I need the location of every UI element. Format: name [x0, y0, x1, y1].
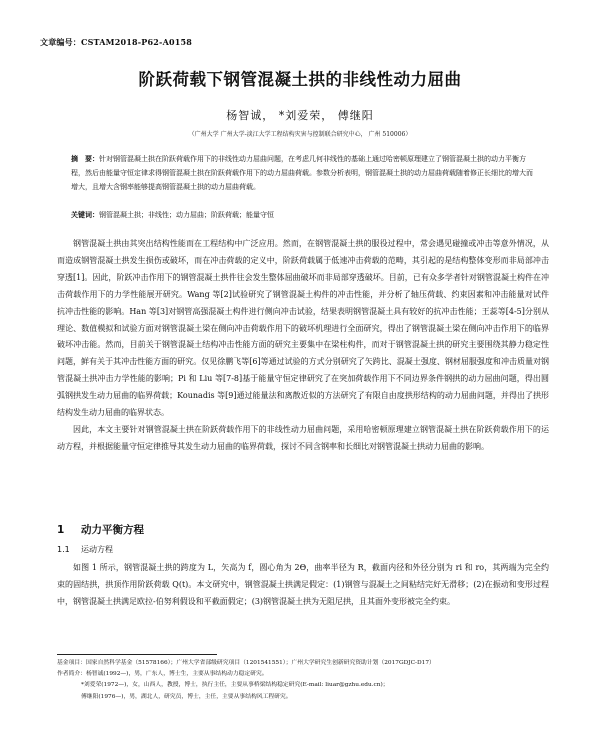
- affiliation: （广州大学 广州大学-淡江大学工程结构灾害与控制联合研究中心， 广州 510006）: [188, 131, 412, 138]
- intro-paragraph-1: 钢管混凝土拱由其突出结构性能而在工程结构中广泛应用。然而，在钢管混凝土拱的服役过程中，常会遇见碰撞或冲击等意外情况，从而造成钢管混凝土拱发生损伤或破坏，而在冲击荷载的定义中，阶跃荷载属于低速冲击荷载的范畴，其引起的是结构整体变形而非局部冲击穿透[1]。因此，阶跃冲击作用下的钢管混凝土拱件往会发生整体屈曲破坏而非局部穿透破坏。目前，已有众多学者针对钢管混凝土构件在冲击荷载作用下的力学性能展开研究。Wang 等[2]试验研究了钢管混凝土构件的冲击性能，并分析了轴压荷载、约束因素和冲击能量对试件抗冲击性能的影响。Han 等[3]对钢管高强混凝土构件进行侧向冲击试验，结果表明钢管混凝土具有较好的抗冲击性能；王蕊等[4-5]分别从理论、数值模拟和试验方面对钢管混凝土梁在侧向冲击荷载作用下的破坏机理进行全面研究，得出了钢管混凝土梁在侧向冲击作用下的临界破坏冲击能。然而，目前关于钢管混凝土结构冲击性能方面的研究主要集中在梁柱构件，而对于钢管混凝土拱的研究主要围绕其静力稳定性问题，鲜有关于其冲击性能方面的研究。仅见徐鹏飞等[6]等通过试验的方式分别研究了矢跨比、混凝土强度、钢材屈服强度和冲击质量对钢管混凝土拱冲击力学性能的影响；Pi 和 Liu 等[7-8]基于能量守恒定律研究了在突加荷载作用下不同边界条件钢拱的动力屈曲问题，得出圆弧钢拱发生动力屈曲的临界荷载；Kounadis 等[9]通过能量法和离散近似的方法研究了有限自由度拱形结构的动力屈曲问题，并得出了拱形结构发生动力屈曲的临界状态。: [57, 239, 549, 418]
- subsection-heading: [57, 544, 113, 555]
- footnote-divider: [57, 654, 217, 655]
- introduction: [57, 236, 549, 456]
- subsection-title: 运动方程: [81, 545, 113, 554]
- authors: 杨智诚， *刘爱荣， 傅继阳: [226, 109, 374, 122]
- footnotes: [57, 658, 549, 703]
- abstract-text: 针对钢管混凝土拱在阶跃荷载作用下的非线性动力屈曲问题，在考虑几何非线性的基础上通过哈密顿原理建立了钢管混凝土拱的动力平衡方程，然后由能量守恒定律求得钢管混凝土拱在阶跃荷载作用下的动力屈曲荷载。参数分析表明，钢管混凝土拱的动力屈曲荷载随着修正长细比的增大而增大，且增大含钢率能够提高钢管混凝土拱的动力屈曲荷载。: [71, 155, 533, 191]
- paper-title: 阶跃荷载下钢管混凝土拱的非线性动力屈曲: [138, 70, 462, 89]
- section-title: 动力平衡方程: [81, 524, 144, 536]
- section-heading: [57, 522, 144, 537]
- section-paragraph: 如图 1 所示，钢管混凝土拱的跨度为 L，矢高为 f，圆心角为 2Θ，曲率半径为 R，截面内径和外径分别为 ri 和 ro，其两端为完全约束的固结拱，拱顶作用阶跃荷载 Q(t)。本文研究中，钢管混凝土拱满足假定：(1)钢管与混凝土之间粘结完好无滑移；(2)在振动和变形过程中，钢管混凝土拱满足欧拉-伯努利假设和平截面假定；(3)钢管混凝土拱为无阻尼拱，且其面外变形被完全约束。: [57, 563, 549, 606]
- section-body: [57, 560, 549, 610]
- intro-paragraph-2: 因此，本文主要针对钢管混凝土拱在阶跃荷载作用下的非线性动力屈曲问题，采用哈密顿原理建立钢管混凝土拱在阶跃荷载作用下的运动方程，并根据能量守恒定律推导其发生动力屈曲的临界荷载，探讨不同含钢率和长细比对钢管混凝土拱动力屈曲的影响。: [57, 424, 549, 451]
- footnote-author-3: 傅继阳(1976—)，男，湖北人，研究员，博士，主任，主要从事结构风工程研究。: [81, 693, 292, 700]
- keywords-label: 关键词：: [71, 210, 99, 219]
- article-number: 文章编号：CSTAM2018-P62-A0158: [40, 37, 193, 47]
- section-number: 1: [57, 524, 65, 536]
- keywords-text: 钢管混凝土拱；非线性；动力屈曲；阶跃荷载；能量守恒: [99, 211, 274, 219]
- subsection-number: 1.1: [57, 545, 70, 554]
- footnote-author-2: *刘爱荣(1972—)，女，山西人，教授，博士，执行主任，主要从事桥梁结构稳定研究(E-mail: liuar@gzhu.edu.cn)；: [81, 682, 389, 689]
- abstract-label: 摘 要：: [71, 154, 99, 163]
- keywords: [71, 208, 539, 222]
- abstract: [71, 152, 539, 194]
- footnote-author-1: 作者简介：杨智诚(1992—)，男，广东人，博士生，主要从事结构动力稳定研究。: [57, 671, 268, 678]
- footnote-funding: 基金项目：国家自然科学基金（51578166）；广州大学省部级研究项目（1201541551）；广州大学研究生创新研究资助计划（2017GDJC-D17）: [57, 660, 435, 666]
